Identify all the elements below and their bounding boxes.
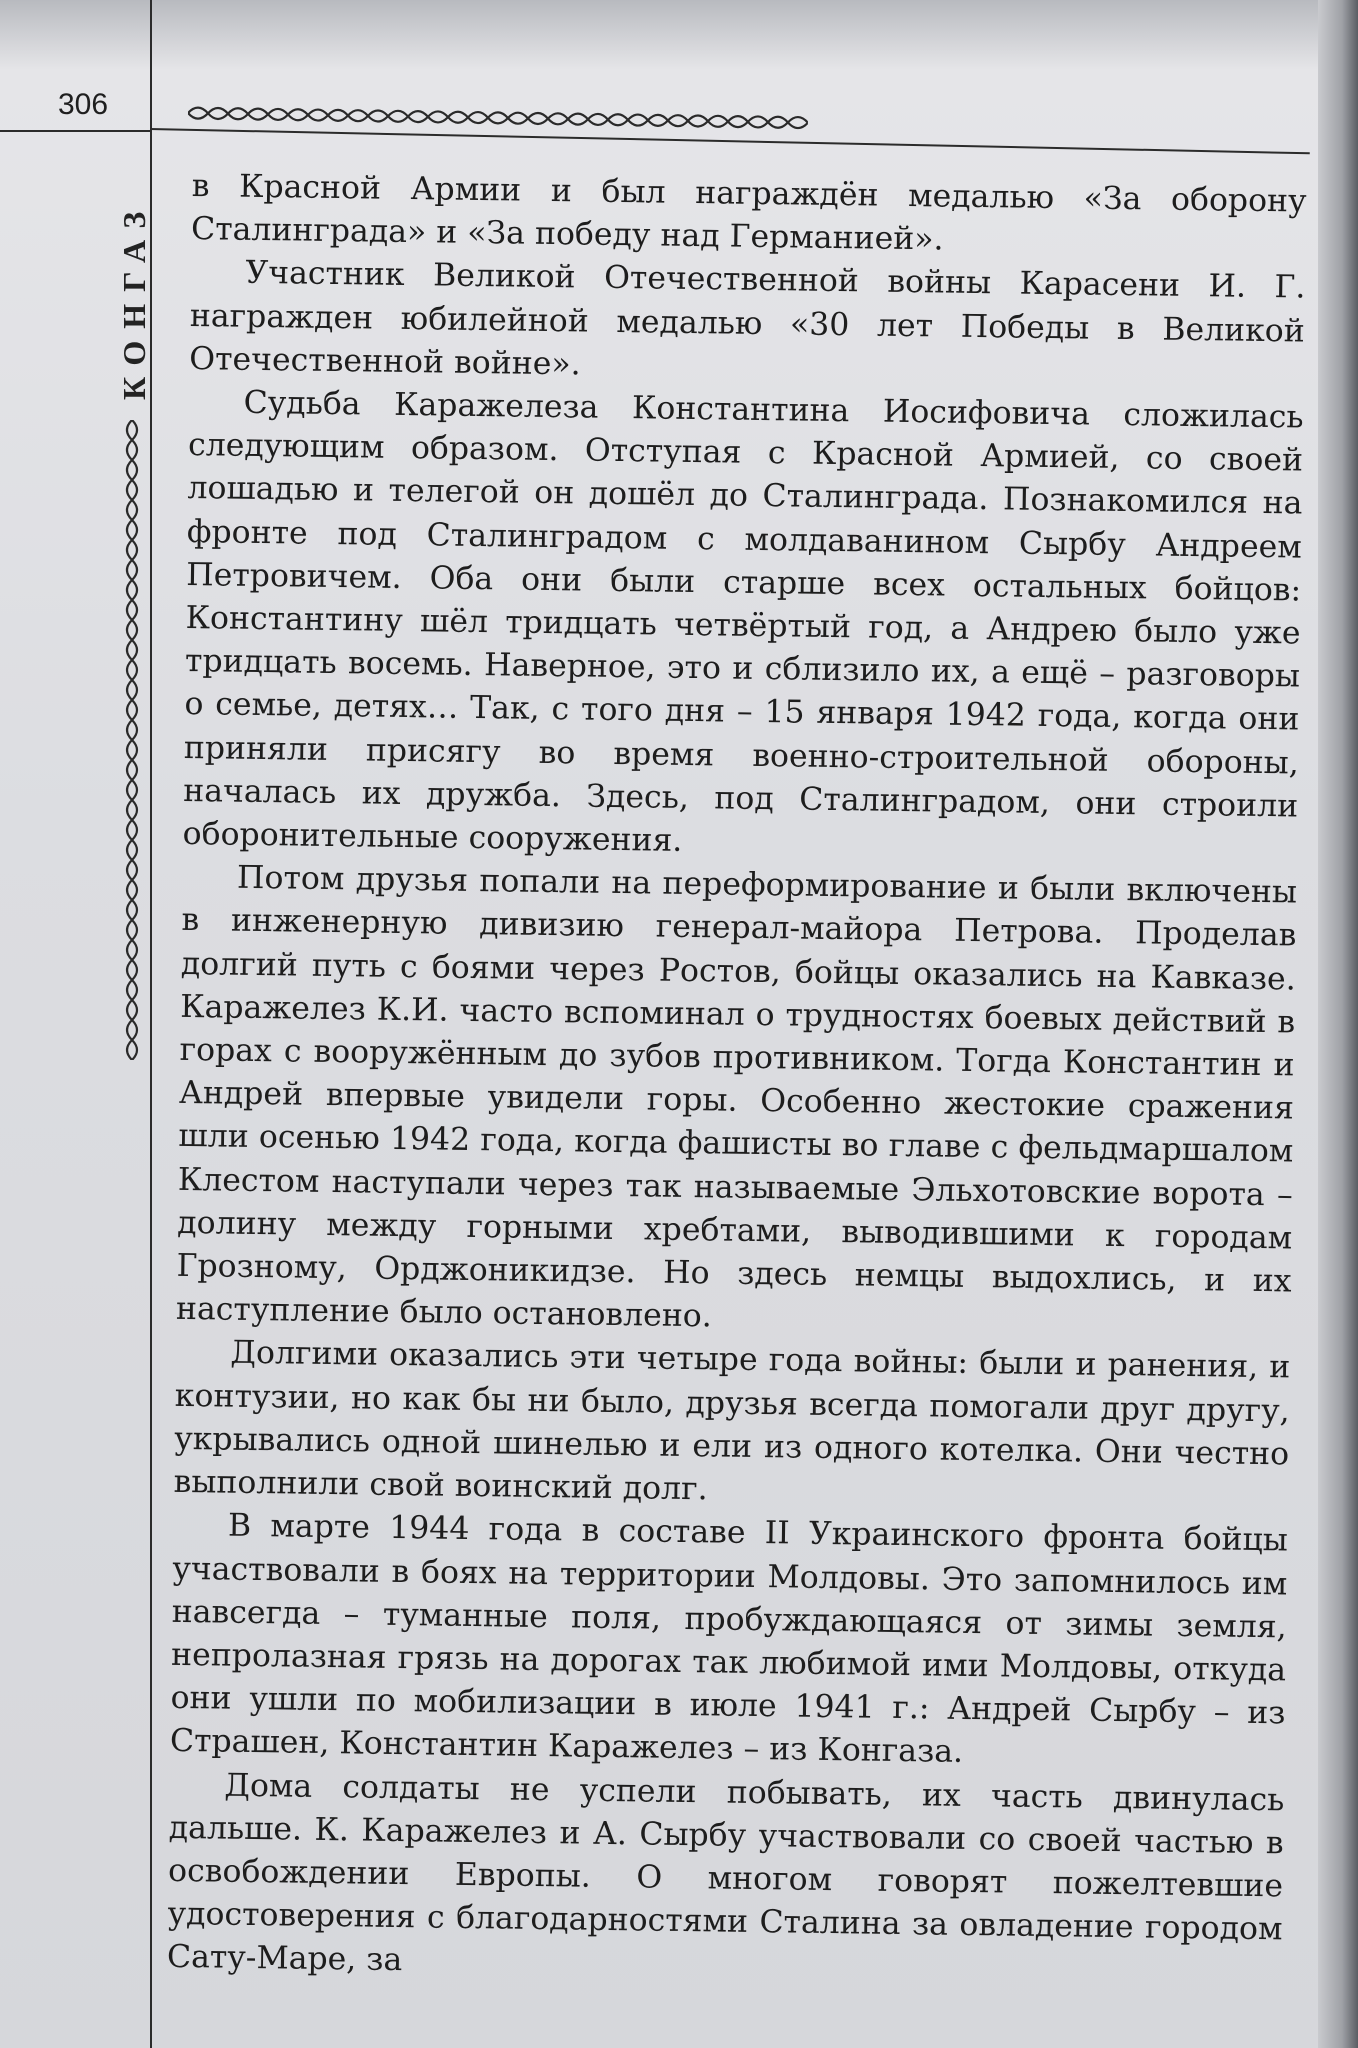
page-edge xyxy=(1318,0,1358,2048)
paragraph: в Красной Армии и был награждён медалью «За оборону Сталинграда» и «За победу над Германией». xyxy=(190,167,1307,258)
margin-ornament xyxy=(120,420,144,1060)
paragraph: Судьба Каражелеза Константина Иосифовича сложилась следующим образом. Отступая с Красной Армией, со своей лошадью и телегой он дошёл до Сталинграда. Познакомился на фронте под Сталинградом с молдаванином Сырбу Андреем Петровичем. Оба они были старше всех остальных бойцов: Константину шёл тридцать четвёртый год, а Андрею было уже тридцать восемь. Наверное, это и сблизило их, а ещё – разговоры о семье, детях… Так, с того дня – 15 января 1942 года, когда они приняли присягу во время военно-строительной обороны, началась их дружба. Здесь, под Сталинградом, они строили оборонительные сооружения. xyxy=(182,384,1304,859)
page-number: 306 xyxy=(58,88,109,121)
paragraph: Потом друзья попали на переформирование и были включены в инженерную дивизию генерал-майора Петрова. Проделав долгий путь с боями через Ростов, бойцы оказались на Кавказе. Каражелез К.И. часто вспоминал о трудностях боевых действий в горах с вооружённым до зубов противником. Тогда Константин и Андрей впервые увидели горы. Особенно жестокие сражения шли осенью 1942 года, когда фашисты во главе с фельдмаршалом Клестом наступали через так называемые Эльхотовские ворота – долину между горными хребтами, выводившими к городам Грозному, Орджоникидзе. Но здесь немцы выдохлись, и их наступление было остановлено. xyxy=(175,859,1298,1335)
body-text xyxy=(167,165,1307,1995)
section-title: КОНГАЗ xyxy=(116,199,152,401)
paragraph: В марте 1944 года в составе II Украинского фронта бойцы участвовали в боях на территории Молдовы. Это запомнилось им навсегда – туманные поля, пробуждающаяся от зимы земля, непролазная грязь на дорогах так любимой ими Молдовы, откуда они ушли по мобилизации в июле 1941 г.: Андрей Сырбу – из Страшен, Константин Каражелез – из Конгаза. xyxy=(169,1507,1289,1771)
paragraph: Участник Великой Отечественной войны Карасени И. Г. награжден юбилейной медалью «30 лет Победы в Великой Отечественной войне». xyxy=(189,255,1306,383)
paragraph: Долгими оказались эти четыре года войны: были и ранения, и контузии, но как бы ни было, друзья всегда помогали друг другу, укрывались одной шинелью и ели из одного котелка. Они честно выполнили свой воинский долг. xyxy=(173,1335,1291,1508)
page-top-shadow xyxy=(0,0,1335,70)
header-rule-left xyxy=(0,130,150,132)
paragraph: Дома солдаты не успели побывать, их часть двинулась дальше. К. Каражелез и А. Сырбу участвовали со своей частью в освобождении Европы. О многом говорят пожелтевшие удостоверения с благодарностями Сталина за овладение городом Сату-Маре, за xyxy=(166,1767,1285,1979)
